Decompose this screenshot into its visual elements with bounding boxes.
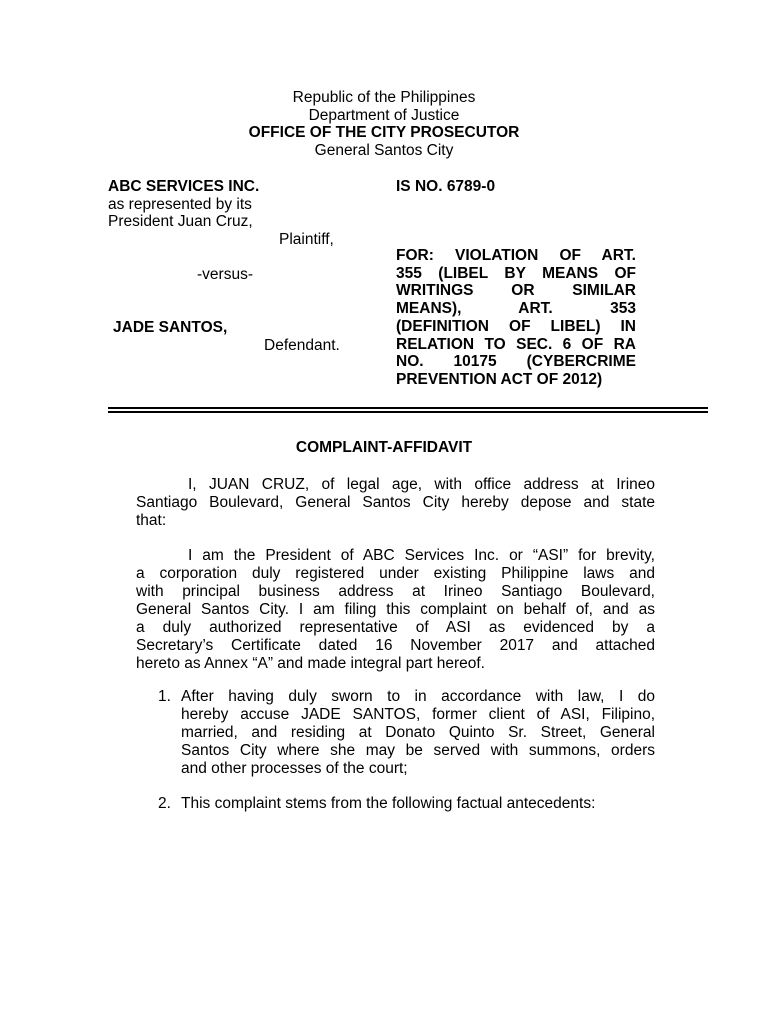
intro-paragraph [136, 476, 655, 530]
defendant-role: Defendant. [264, 337, 340, 354]
charge-line: 355 (LIBEL BY MEANS OF [396, 264, 636, 282]
paragraph-line: Secretary’s Certificate dated 16 November 2017 and attached [136, 637, 655, 654]
defendant-name: JADE SANTOS, [113, 319, 228, 336]
paragraph-line: a duly authorized representative of ASI as evidenced by a [136, 619, 655, 636]
item-line: This complaint stems from the following factual antecedents: [181, 795, 596, 812]
item-body [181, 795, 655, 813]
header-department: Department of Justice [308, 106, 460, 124]
item-body [181, 688, 655, 778]
paragraph-line: with principal business address at Irineo Santiago Boulevard, [136, 583, 655, 600]
plaintiff-role: Plaintiff, [279, 231, 334, 248]
paragraph-line: General Santos City. I am filing this complaint on behalf of, and as [136, 601, 655, 618]
paragraph-line: Santiago Boulevard, General Santos City hereby depose and state [136, 494, 655, 511]
header-republic: Republic of the Philippines [292, 89, 476, 106]
charge-line: NO. 10175 (CYBERCRIME [396, 353, 636, 371]
charge-line: PREVENTION ACT OF 2012) [396, 370, 603, 388]
charge-line: WRITINGS OR SIMILAR [396, 282, 636, 300]
president-paragraph [136, 547, 655, 673]
versus-label: -versus- [197, 266, 253, 283]
document-title: COMPLAINT-AFFIDAVIT [295, 439, 473, 456]
paragraph-line: I am the President of ABC Services Inc. or “ASI” for brevity, [188, 547, 655, 564]
header-office: OFFICE OF THE CITY PROSECUTOR [248, 124, 520, 141]
paragraph-line: that: [136, 512, 167, 529]
divider-rule-top [108, 407, 708, 409]
divider-rule-bottom [108, 411, 708, 413]
charge-line: FOR: VIOLATION OF ART. [396, 247, 636, 264]
document-header [0, 89, 768, 159]
case-number: IS NO. 6789-0 [396, 178, 496, 195]
item-number: 2. [158, 795, 171, 812]
item-line: married, and residing at Donato Quinto Sr. Street, General [181, 724, 655, 741]
charge-description [396, 247, 636, 389]
item-line: Santos City where she may be served with summons, orders [181, 742, 655, 759]
plaintiff-representation-line2: President Juan Cruz, [108, 213, 253, 230]
paragraph-line: I, JUAN CRUZ, of legal age, with office address at Irineo [188, 476, 655, 493]
paragraph-line: a corporation duly registered under existing Philippine laws and [136, 565, 655, 582]
charge-line: MEANS), ART. 353 [396, 300, 636, 318]
item-line: and other processes of the court; [181, 760, 408, 777]
item-line: hereby accuse JADE SANTOS, former client of ASI, Filipino, [181, 706, 655, 723]
charge-line: RELATION TO SEC. 6 OF RA [396, 335, 636, 353]
item-number: 1. [158, 688, 171, 705]
paragraph-line: hereto as Annex “A” and made integral part hereof. [136, 655, 485, 672]
plaintiff-name: ABC SERVICES INC. [108, 178, 260, 195]
header-city: General Santos City [314, 141, 454, 159]
plaintiff-representation-line1: as represented by its [108, 196, 252, 213]
charge-line: (DEFINITION OF LIBEL) IN [396, 317, 636, 335]
item-line: After having duly sworn to in accordance with law, I do [181, 688, 655, 705]
